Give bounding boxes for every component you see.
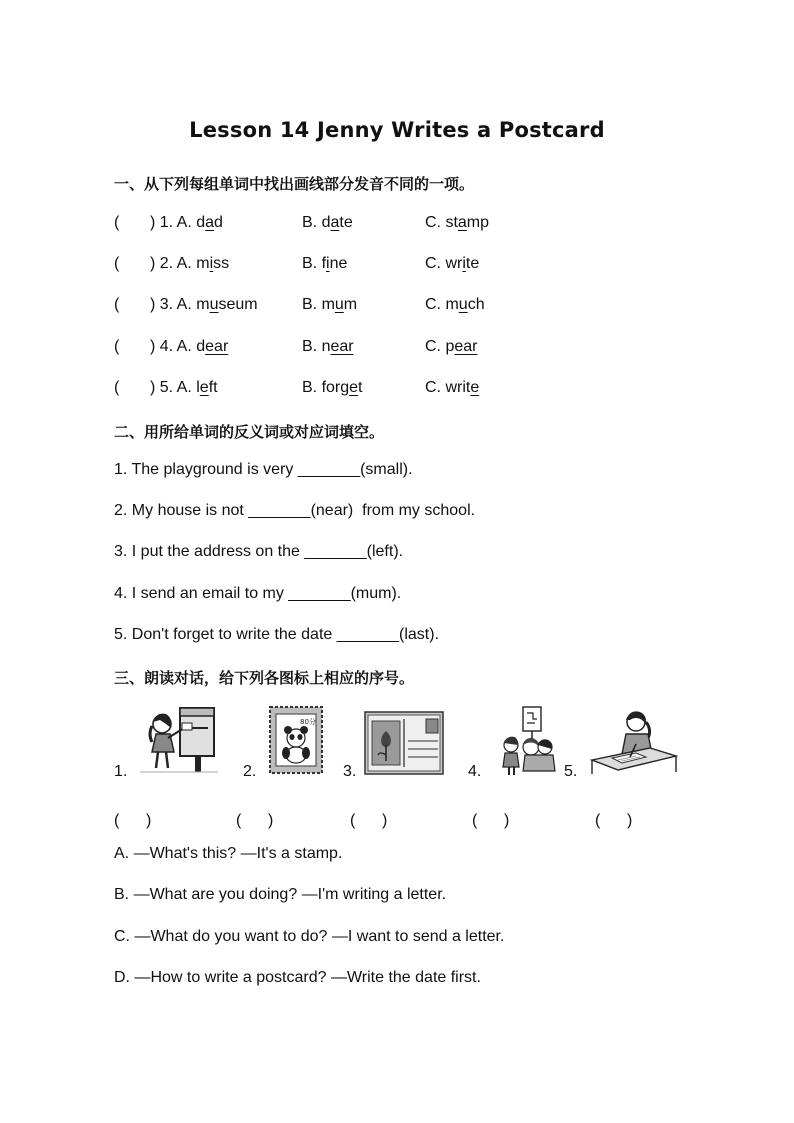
underlined-letters: a [330, 214, 340, 231]
underlined-letters: i [462, 255, 466, 272]
picture-answer-5[interactable]: ( ) [595, 812, 633, 829]
picture-number-1: 1. [114, 763, 128, 780]
picture-number-3: 3. [343, 763, 357, 780]
option-b: B. forget [302, 379, 363, 396]
children-postcard-image [497, 705, 557, 777]
underlined-letters: ear [454, 338, 478, 355]
section2-heading: 二、用所给单词的反义词或对应词填空。 [114, 423, 385, 441]
stamp-value: 80分 [300, 718, 316, 726]
section3-heading: 三、朗读对话，给下列各图标上相应的序号。 [114, 669, 415, 687]
section2-item-4: 4. I send an email to my _______(mum). [114, 585, 402, 602]
dialogue-a: A. —What's this? —It's a stamp. [114, 845, 343, 862]
dialogue-b: B. —What are you doing? —I'm writing a letter. [114, 886, 447, 903]
option-a: ) 1. A. dad [150, 214, 223, 231]
section2-item-3: 3. I put the address on the _______(left). [114, 543, 404, 560]
answer-paren-open[interactable]: ( [114, 338, 120, 355]
option-b: B. fine [302, 255, 348, 272]
underlined-letters: i [326, 255, 330, 272]
underlined-letters: u [209, 296, 219, 313]
question-number: ) 2. A. m [150, 255, 210, 272]
option-b: B. mum [302, 296, 358, 313]
section2-item-5: 5. Don't forget to write the date _______(last). [114, 626, 440, 643]
underlined-letters: i [209, 255, 214, 272]
option-c: C. write [425, 379, 480, 396]
question-number: ) 3. A. m [150, 296, 210, 313]
dialogue-d: D. —How to write a postcard? —Write the date first. [114, 969, 481, 986]
question-number: ) 5. A. l [150, 379, 200, 396]
panda-stamp-image [268, 705, 324, 775]
option-c: C. pear [425, 338, 478, 355]
picture-answer-4[interactable]: ( ) [472, 812, 510, 829]
picture-answer-2[interactable]: ( ) [236, 812, 274, 829]
underlined-letters: e [470, 379, 480, 396]
underlined-letters: e [199, 379, 209, 396]
page-title: Lesson 14 Jenny Writes a Postcard [189, 118, 605, 142]
option-c: C. stamp [425, 214, 490, 231]
option-c: C. write [425, 255, 480, 272]
answer-paren-open[interactable]: ( [114, 379, 120, 396]
picture-answer-3[interactable]: ( ) [350, 812, 388, 829]
underlined-letters: ear [205, 338, 229, 355]
question-number: ) 1. A. d [150, 214, 206, 231]
option-b: B. date [302, 214, 353, 231]
underlined-letters: ear [330, 338, 354, 355]
underlined-letters: u [458, 296, 468, 313]
option-c: C. much [425, 296, 485, 313]
section1-heading: 一、从下列每组单词中找出画线部分发音不同的一项。 [114, 175, 475, 193]
section2-item-2: 2. My house is not _______(near) from my school. [114, 502, 476, 519]
question-number: ) 4. A. d [150, 338, 206, 355]
answer-paren-open[interactable]: ( [114, 296, 120, 313]
dialogue-c: C. —What do you want to do? —I want to send a letter. [114, 928, 505, 945]
option-a: ) 3. A. museum [150, 296, 258, 313]
option-a: ) 2. A. miss [150, 255, 230, 272]
option-a [150, 338, 228, 356]
underlined-letters: a [457, 214, 467, 231]
answer-paren-open[interactable]: ( [114, 214, 120, 231]
picture-number-2: 2. [243, 763, 257, 780]
girl-writing-image [590, 704, 678, 776]
underlined-letters: a [205, 214, 215, 231]
girl-posting-letter-image [140, 704, 218, 776]
option-b: B. near [302, 338, 354, 355]
underlined-letters: u [334, 296, 344, 313]
section2-item-1: 1. The playground is very _______(small). [114, 461, 413, 478]
picture-number-5: 5. [564, 763, 578, 780]
picture-number-4: 4. [468, 763, 482, 780]
picture-answer-1[interactable]: ( ) [114, 812, 152, 829]
underlined-letters: e [349, 379, 359, 396]
postcard-image [364, 711, 444, 775]
option-a: ) 5. A. left [150, 379, 218, 396]
answer-paren-open[interactable]: ( [114, 255, 120, 272]
